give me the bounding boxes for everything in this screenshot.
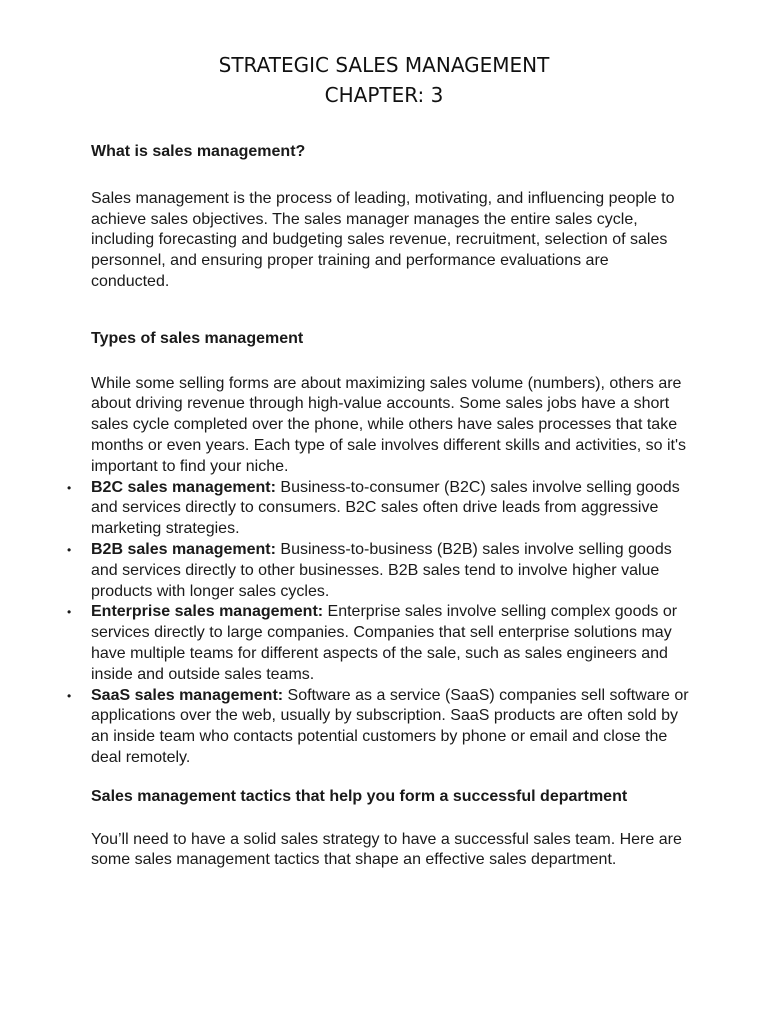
list-item [67,602,691,685]
list-item [67,478,691,540]
bullet-term: B2C sales management: [91,478,276,496]
types-bullet-list [67,478,691,769]
bullet-text: Software as a service (SaaS) companies sell software or applications over the web, usually by subscription. SaaS products are often sold by an inside team who contacts potential customers by phone or email and close the deal remotely. [91,686,689,766]
bullet-text: Enterprise sales involve selling complex goods or services directly to large companies. Companies that sell enterprise solutions may have multiple teams for different aspects of the sale, such as sales engineers and inside and outside sales teams. [91,603,678,683]
bullet-icon: • [67,542,72,557]
bullet-text: Business-to-consumer (B2C) sales involve selling goods and services directly to consumers. B2C sales often drive leads from aggressive marketing strategies. [91,478,680,538]
section-heading-tactics: Sales management tactics that help you form a successful department [91,787,628,805]
list-item [67,686,691,769]
bullet-icon: • [67,688,72,703]
bullet-term: SaaS sales management: [91,686,284,704]
bullet-icon: • [67,480,72,495]
bullet-term: Enterprise sales management: [91,603,324,621]
section-paragraph-types: While some selling forms are about maximizing sales volume (numbers), others are about driving revenue through high-value accounts. Some sales jobs have a short sales cycle completed over the phone, while others have sales processes that take months or even years. Each type of sale involves different skills and activities, so it's important to find your niche. [91,374,687,475]
bullet-text: Business-to-business (B2B) sales involve selling goods and services directly to other businesses. B2B sales tend to involve higher value products with longer sales cycles. [91,540,672,600]
section-paragraph-tactics: You’ll need to have a solid sales strategy to have a successful sales team. Here are some sales management tactics that shape an effective sales department. [91,830,682,869]
document-title [0,50,768,110]
title-line-chapter: CHAPTER: 3 [324,83,444,107]
document-body [67,142,691,871]
title-line-main: STRATEGIC SALES MANAGEMENT [218,53,550,77]
section-heading-what-is: What is sales management? [91,143,306,160]
bullet-icon: • [67,605,72,620]
section-paragraph-what-is: Sales management is the process of leading, motivating, and influencing people to achieve sales objectives. The sales manager manages the entire sales cycle, including forecasting and budgeting sales revenue, recruitment, selection of sales personnel, and ensuring proper training and performance evaluations are conducted. [91,189,675,290]
list-item [67,540,691,602]
section-heading-types: Types of sales management [91,329,304,347]
bullet-term: B2B sales management: [91,540,276,558]
